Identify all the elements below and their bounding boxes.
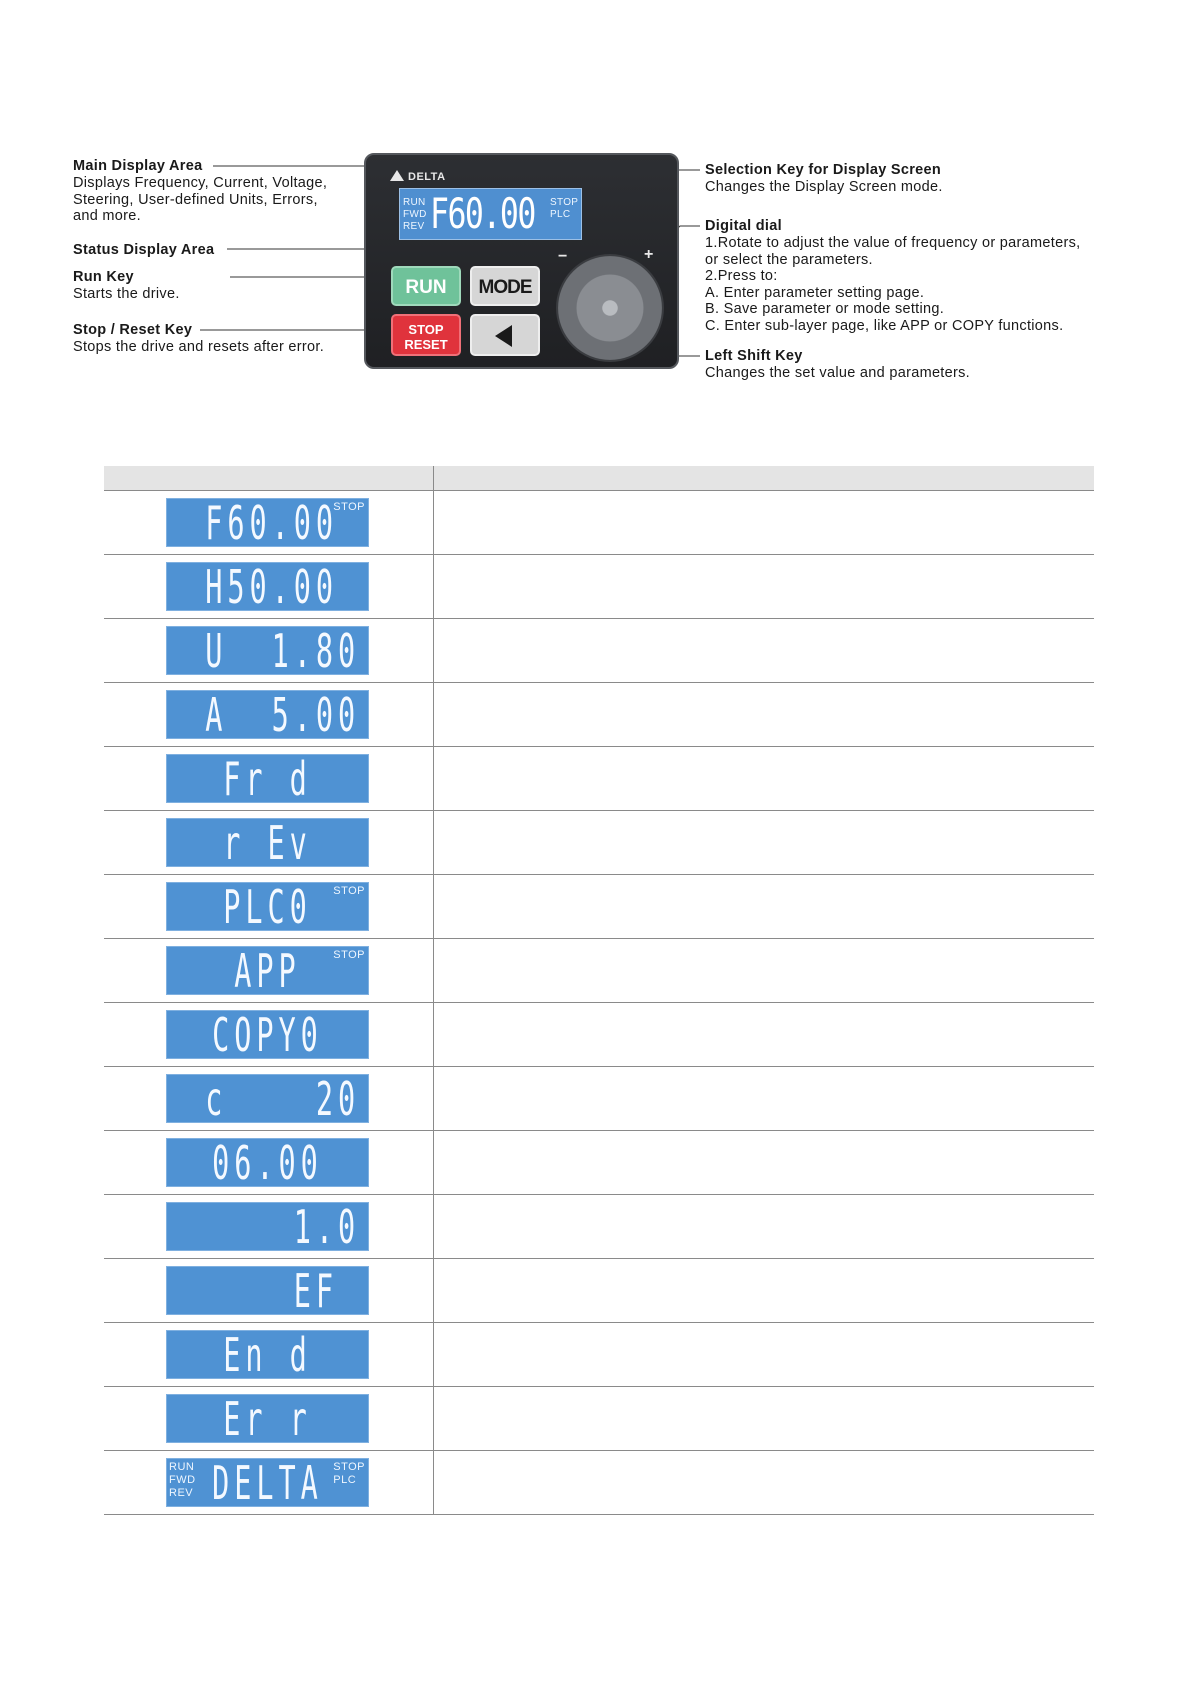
description-cell — [434, 747, 1094, 810]
description-cell — [434, 811, 1094, 874]
brand-name: DELTA — [408, 171, 446, 183]
lcd-readout: DELTA — [212, 1458, 323, 1507]
description-cell — [434, 1387, 1094, 1450]
status-stop: STOP — [550, 197, 579, 208]
stop-reset-button[interactable] — [391, 314, 461, 356]
lcd-display — [166, 882, 369, 931]
selection-key-text: Changes the Display Screen mode. — [705, 179, 943, 195]
description-cell — [434, 1067, 1094, 1130]
lcd-status-right — [333, 949, 365, 962]
display-cell — [104, 1451, 434, 1514]
left-shift-title: Left Shift Key — [705, 348, 803, 364]
lcd-status-label: PLC — [333, 1474, 357, 1486]
lcd-status-label: STOP — [333, 885, 365, 897]
display-cell — [104, 1323, 434, 1386]
lcd-readout: PLC0 — [223, 882, 312, 931]
table-row — [104, 1387, 1094, 1451]
keypad-status-right — [550, 197, 578, 221]
left-shift-button[interactable] — [470, 314, 540, 356]
lcd-readout: Er r — [223, 1394, 312, 1443]
lcd-readout: U 1.80 — [205, 626, 361, 675]
main-display-text: Displays Frequency, Current, Voltage, Steering, User-defined Units, Errors, and more. — [73, 175, 328, 224]
mode-button[interactable]: MODE — [470, 266, 540, 306]
lcd-display — [166, 1010, 369, 1059]
display-cell — [104, 491, 434, 554]
table-row — [104, 875, 1094, 939]
digital-dial[interactable] — [556, 254, 664, 362]
description-cell — [434, 555, 1094, 618]
lcd-status-label: STOP — [333, 949, 365, 961]
table-row — [104, 811, 1094, 875]
lcd-display — [166, 562, 369, 611]
display-cell — [104, 939, 434, 1002]
lcd-readout: 06.00 — [212, 1138, 323, 1187]
lcd-display — [166, 690, 369, 739]
description-cell — [434, 939, 1094, 1002]
display-cell — [104, 1387, 434, 1450]
left-arrow-icon — [495, 325, 512, 347]
lcd-display — [166, 1330, 369, 1379]
description-cell — [434, 1451, 1094, 1514]
left-shift-text: Changes the set value and parameters. — [705, 365, 971, 381]
reset-label: RESET — [404, 337, 448, 352]
lcd-readout: 1.0 — [205, 1202, 361, 1251]
lcd-display — [166, 754, 369, 803]
lcd-readout: r Ev — [223, 818, 312, 867]
main-display-title: Main Display Area — [73, 158, 203, 174]
table-row — [104, 1003, 1094, 1067]
lcd-status-right — [333, 501, 365, 514]
lcd-readout: EF — [205, 1266, 338, 1315]
stop-reset-annotation — [73, 322, 324, 356]
description-cell — [434, 1323, 1094, 1386]
stop-reset-text: Stops the drive and resets after error. — [73, 339, 325, 355]
table-row — [104, 939, 1094, 1003]
run-button[interactable]: RUN — [391, 266, 461, 306]
lcd-display — [166, 1266, 369, 1315]
digital-dial-text: 1.Rotate to adjust the value of frequency or parameters, or select the parameters. 2.Press to: A. Enter parameter setting page. B. Save parameter or mode setting. C. Enter sub-layer page, like APP or COPY functions. — [705, 235, 1081, 334]
status-display-annotation — [73, 242, 214, 259]
display-cell — [104, 1259, 434, 1322]
status-display-title: Status Display Area — [73, 242, 215, 258]
description-cell — [434, 875, 1094, 938]
lcd-readout: En d — [223, 1330, 312, 1379]
lcd-display — [166, 1138, 369, 1187]
digital-dial-title: Digital dial — [705, 218, 782, 234]
lcd-display — [166, 1202, 369, 1251]
lcd-status-label: FWD — [169, 1474, 196, 1486]
description-cell — [434, 491, 1094, 554]
digital-dial-annotation — [705, 218, 1080, 334]
display-table — [104, 466, 1094, 1515]
table-row — [104, 1131, 1094, 1195]
description-cell — [434, 1003, 1094, 1066]
display-cell — [104, 1067, 434, 1130]
table-row — [104, 555, 1094, 619]
keypad-main-display — [399, 188, 582, 240]
lcd-readout: A 5.00 — [205, 690, 361, 739]
lcd-display — [166, 626, 369, 675]
display-cell — [104, 747, 434, 810]
display-cell — [104, 1195, 434, 1258]
table-row — [104, 1067, 1094, 1131]
main-display-annotation — [73, 158, 327, 225]
run-key-title: Run Key — [73, 269, 134, 285]
description-cell — [434, 619, 1094, 682]
table-row — [104, 1451, 1094, 1515]
selection-key-title: Selection Key for Display Screen — [705, 162, 942, 178]
stop-label: STOP — [408, 322, 444, 337]
lcd-status-label: STOP — [333, 501, 365, 513]
lcd-status-label: REV — [169, 1487, 194, 1499]
brand-logo — [390, 170, 446, 183]
display-cell — [104, 619, 434, 682]
table-row — [104, 1259, 1094, 1323]
display-cell — [104, 1003, 434, 1066]
lcd-status-left — [169, 1461, 196, 1500]
lcd-readout: APP — [234, 946, 301, 995]
lcd-readout: c 20 — [205, 1074, 361, 1123]
display-cell — [104, 875, 434, 938]
selection-key-annotation — [705, 162, 943, 196]
lcd-status-label: RUN — [169, 1461, 195, 1473]
lcd-readout: F60.00 — [205, 498, 338, 547]
description-cell — [434, 1131, 1094, 1194]
description-cell — [434, 1259, 1094, 1322]
table-row — [104, 747, 1094, 811]
lcd-display — [166, 818, 369, 867]
display-cell — [104, 811, 434, 874]
table-header — [104, 466, 1094, 491]
lcd-readout: COPY0 — [212, 1010, 323, 1059]
display-cell — [104, 555, 434, 618]
table-row — [104, 683, 1094, 747]
lcd-readout: Fr d — [223, 754, 312, 803]
table-row — [104, 619, 1094, 683]
delta-logo-icon — [390, 170, 404, 181]
lcd-display — [166, 498, 369, 547]
description-cell — [434, 683, 1094, 746]
table-body — [104, 491, 1094, 1515]
status-rev: REV — [403, 221, 425, 232]
dial-plus-sign: + — [644, 246, 654, 263]
lcd-status-label: STOP — [333, 1461, 365, 1473]
lcd-display — [166, 1458, 369, 1507]
status-plc: PLC — [550, 209, 571, 220]
display-cell — [104, 683, 434, 746]
table-row — [104, 1323, 1094, 1387]
lcd-display — [166, 1074, 369, 1123]
header-cell-display — [104, 466, 434, 490]
lcd-readout: H50.00 — [205, 562, 338, 611]
run-key-text: Starts the drive. — [73, 286, 180, 302]
lcd-display — [166, 1394, 369, 1443]
left-shift-annotation — [705, 348, 970, 382]
table-row — [104, 491, 1094, 555]
display-cell — [104, 1131, 434, 1194]
stop-reset-title: Stop / Reset Key — [73, 322, 193, 338]
keypad-status-left — [403, 197, 427, 233]
lcd-status-right — [333, 1461, 365, 1487]
lcd-status-right — [333, 885, 365, 898]
run-key-annotation — [73, 269, 180, 303]
dial-minus-sign: − — [558, 248, 568, 265]
lcd-display — [166, 946, 369, 995]
table-row — [104, 1195, 1094, 1259]
description-cell — [434, 1195, 1094, 1258]
keypad-display-value: F60.00 — [430, 189, 535, 238]
status-fwd: FWD — [403, 209, 427, 220]
status-run: RUN — [403, 197, 426, 208]
